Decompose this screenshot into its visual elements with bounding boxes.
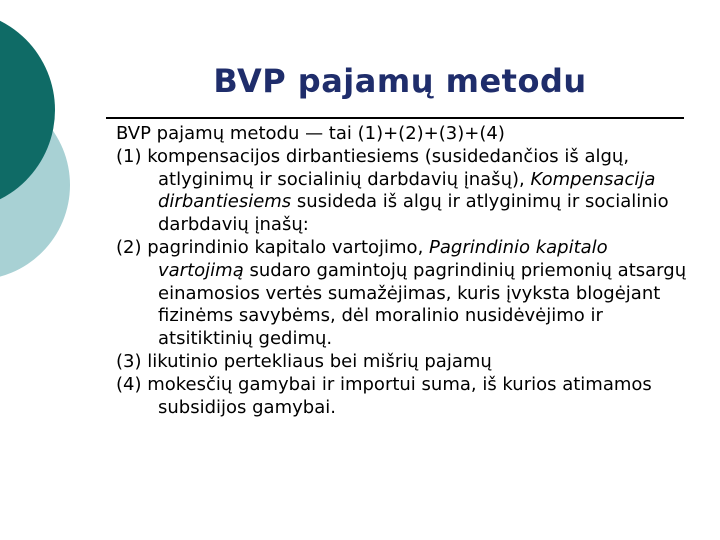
line-1-text: BVP pajamų metodu — tai (1)+(2)+(3)+(4): [116, 123, 505, 144]
line-2: [116, 146, 696, 237]
title-underline: [106, 117, 684, 119]
line-3-italic-term: Pagrindinio kapitalo vartojimą: [158, 236, 608, 281]
line-5: [116, 374, 696, 420]
line-2-italic-term: Kompensacija dirbantiesiems: [158, 168, 656, 213]
slide-title: BVP pajamų metodu: [213, 62, 587, 100]
line-3: [116, 237, 696, 351]
line-3-text-a: (2) pagrindinio kapitalo vartojimo,: [116, 236, 430, 258]
line-3-text-b: sudaro gamintojų pagrindinių priemonių atsargų einamosios vertės sumažėjimas, kuris įvyksta blogėjant fizinėms savybėms, dėl moralinio nusidėvėjimo ir atsitiktinių gedimų.: [158, 259, 687, 350]
slide-body: [116, 123, 696, 419]
line-1: [116, 123, 696, 146]
line-2-text-a: (1) kompensacijos dirbantiesiems (susidedančios iš algų, atlyginimų ir socialinių darbdavių įnašų),: [116, 145, 630, 190]
line-4-text: (3) likutinio pertekliaus bei mišrių pajamų: [116, 350, 492, 372]
line-2-text-b: susideda iš algų ir atlyginimų ir socialinio darbdavių įnašų:: [158, 191, 669, 236]
line-4: [116, 351, 696, 374]
decorative-circles: [0, 0, 120, 300]
line-5-text: (4) mokesčių gamybai ir importui suma, iš kurios atimamos subsidijos gamybai.: [116, 373, 652, 418]
